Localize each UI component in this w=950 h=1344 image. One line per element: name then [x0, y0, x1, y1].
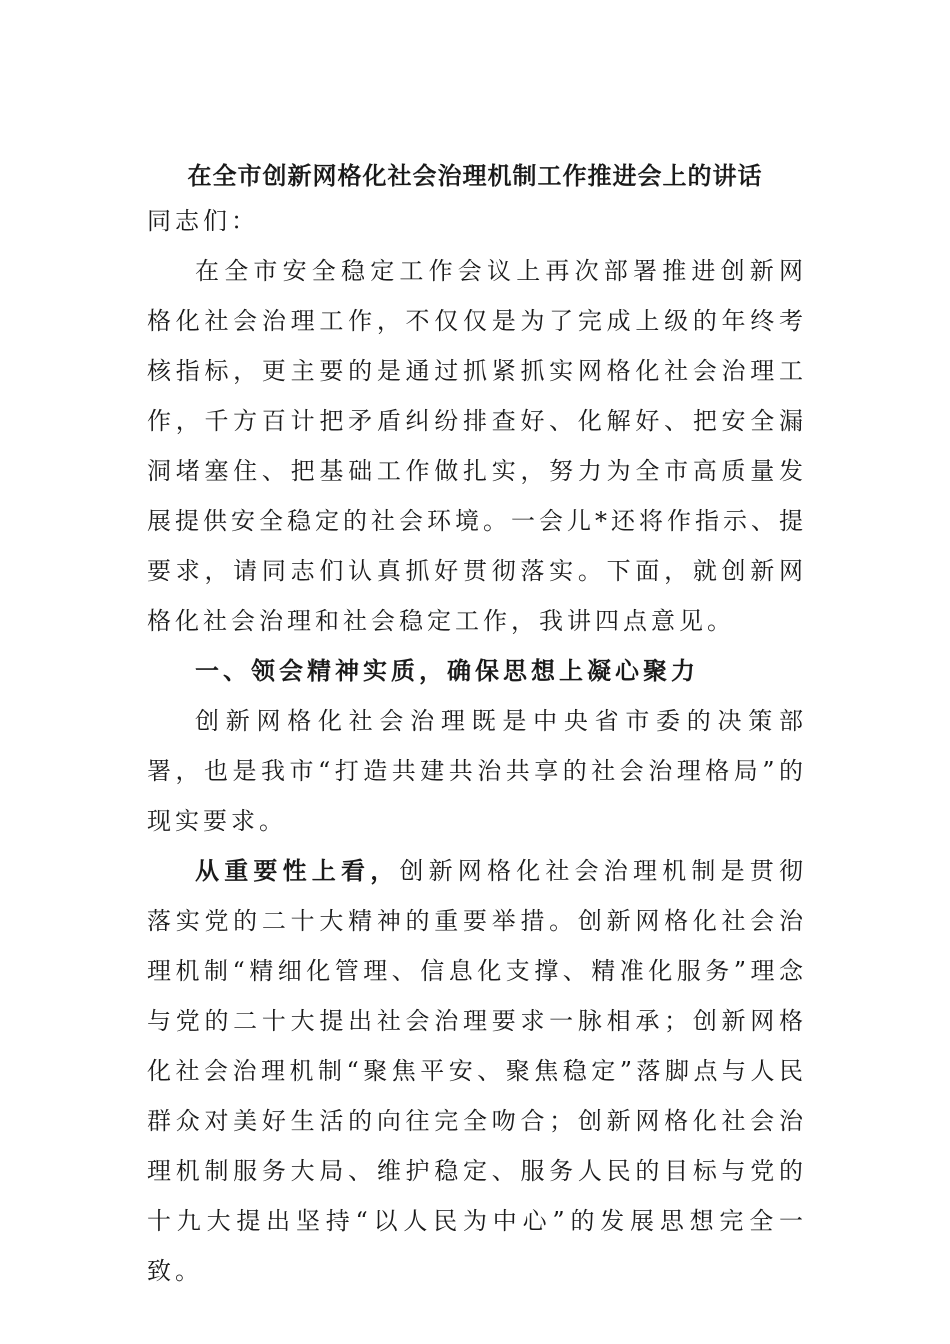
document-body — [147, 196, 807, 1296]
paragraph-importance — [147, 846, 807, 1296]
greeting: 同志们： — [147, 207, 259, 235]
paragraph-lead-bold: 从重要性上看， — [195, 856, 400, 885]
paragraph-importance-text: 创新网格化社会治理机制是贯彻落实党的二十大精神的重要举措。创新网格化社会治理机制“精细化管理、信息化支撑、精准化服务”理念与党的二十大提出社会治理要求一脉相承；创新网格化社会治理机制“聚焦平安、聚焦稳定”落脚点与人民群众对美好生活的向往完全吻合；创新网格化社会治理机制服务大局、维护稳定、服务人民的目标与党的十九大提出坚持“以人民为中心”的发展思想完全一致。 — [147, 857, 808, 1285]
document-title: 在全市创新网格化社会治理机制工作推进会上的讲话 — [187, 161, 763, 190]
paragraph-section1: 创新网格化社会治理既是中央省市委的决策部署，也是我市“打造共建共治共享的社会治理格局”的现实要求。 — [147, 707, 807, 835]
section-heading-1: 一、领会精神实质，确保思想上凝心聚力 — [195, 656, 699, 685]
paragraph-intro: 在全市安全稳定工作会议上再次部署推进创新网格化社会治理工作，不仅仅是为了完成上级的年终考核指标，更主要的是通过抓紧抓实网格化社会治理工作，千方百计把矛盾纠纷排查好、化解好、把安全漏洞堵塞住、把基础工作做扎实，努力为全市高质量发展提供安全稳定的社会环境。一会儿*还将作指示、提要求，请同志们认真抓好贯彻落实。下面，就创新网格化社会治理和社会稳定工作，我讲四点意见。 — [147, 257, 807, 635]
